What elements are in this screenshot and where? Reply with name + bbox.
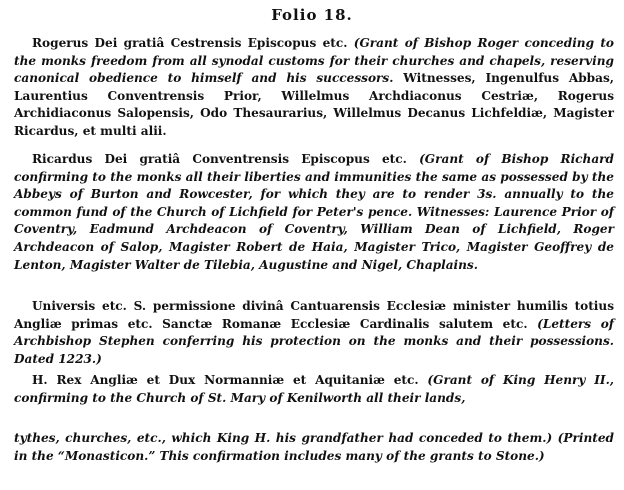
entry-editorial-note-continuation: tythes, churches, etc., which King H. his grandfather had conceded to them.) (Printed in the “Monasticon.” This confirmation includes many of the grants to Stone.) — [14, 431, 614, 463]
entry-latin-text: Rogerus Dei gratiâ Cestrensis Episcopus etc. — [32, 36, 354, 50]
charter-entry — [14, 151, 614, 274]
entry-editorial-note: (Grant of Bishop Roger conceding to the monks freedom from all synodal customs for their churches and chapels, reserving canonical obedience to himself and his successors. — [14, 36, 614, 86]
entry-witnesses: Witnesses, Ingenulfus Abbas, Laurentius Conventrensis Prior, Willelmus Archdiaconus Cestriæ, Rogerus Archidiaconus Salopensis, Odo Thesaurarius, Willelmus Decanus Lichfeldiæ, Magister Ricardus, et multi alii. — [14, 71, 614, 138]
entry-editorial-note: (Grant of King Henry II., confirming to the Church of St. Mary of Kenilworth all their lands, — [14, 373, 614, 405]
entry-latin-text: Ricardus Dei gratiâ Conventrensis Episcopus etc. — [32, 152, 420, 166]
charter-entry — [14, 372, 614, 407]
charter-entry — [14, 35, 614, 141]
entry-editorial-note: (Letters of Archbishop Stephen conferring his protection on the monks and their possessions. Dated 1223.) — [14, 316, 614, 366]
entry-editorial-note: (Grant of Bishop Richard confirming to the monks all their liberties and immunities the same as possessed by the Abbeys of Burton and Rowcester, for which they are to render 3s. annually to the common fund of the Church of Lichfield for Peter's pence. Witnesses: Laurence Prior of Coventry, Eadmund Archdeacon of Coventry, William Dean of Lichfield, Roger Archdeacon of Salop, Magister Robert de Haia, Magister Trico, Magister Geoffrey de Lenton, Magister Walter de Tilebia, Augustine and Nigel, Chaplains. — [14, 152, 614, 272]
entry-latin-text: H. Rex Angliæ et Dux Normanniæ et Aquitaniæ etc. — [32, 373, 428, 387]
charter-entry-continuation — [14, 430, 614, 465]
folio-heading: Folio 18. — [271, 6, 353, 24]
entry-latin-text: Universis etc. S. permissione divinâ Cantuarensis Ecclesiæ minister humilis totius Angliæ primas etc. Sanctæ Romanæ Ecclesiæ Cardinalis salutem etc. — [14, 299, 614, 331]
charter-entry — [14, 298, 614, 368]
